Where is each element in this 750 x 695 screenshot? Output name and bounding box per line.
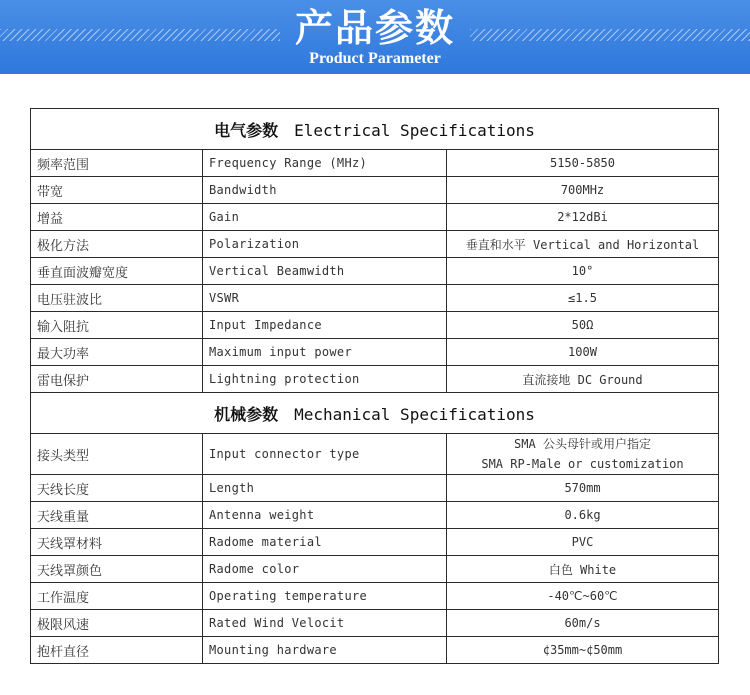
table-row bbox=[31, 610, 719, 637]
param-name-en: Antenna weight bbox=[203, 502, 447, 529]
param-value: 50Ω bbox=[447, 312, 719, 339]
param-name-en: Lightning protection bbox=[203, 366, 447, 393]
table-row bbox=[31, 150, 719, 177]
table-row bbox=[31, 177, 719, 204]
param-name-zh: 频率范围 bbox=[31, 150, 203, 177]
table-row bbox=[31, 583, 719, 610]
param-name-zh: 抱杆直径 bbox=[31, 637, 203, 664]
table-row bbox=[31, 312, 719, 339]
banner-title-en: Product Parameter bbox=[309, 50, 441, 67]
param-name-en: Frequency Range (MHz) bbox=[203, 150, 447, 177]
param-name-en: Operating temperature bbox=[203, 583, 447, 610]
param-value: 0.6kg bbox=[447, 502, 719, 529]
param-name-zh: 输入阻抗 bbox=[31, 312, 203, 339]
section-title-en: Mechanical Specifications bbox=[294, 404, 535, 424]
param-name-en: Vertical Beamwidth bbox=[203, 258, 447, 285]
param-name-zh: 垂直面波瓣宽度 bbox=[31, 258, 203, 285]
param-value: 700MHz bbox=[447, 177, 719, 204]
param-name-en: Input Impedance bbox=[203, 312, 447, 339]
param-name-zh: 天线罩材料 bbox=[31, 529, 203, 556]
param-name-zh: 天线重量 bbox=[31, 502, 203, 529]
section-title-zh: 机械参数 bbox=[214, 404, 279, 424]
param-value: 60m/s bbox=[447, 610, 719, 637]
section-mechanical bbox=[31, 393, 719, 434]
param-name-en: Mounting hardware bbox=[203, 637, 447, 664]
param-value bbox=[447, 434, 719, 475]
param-name-zh: 接头类型 bbox=[31, 434, 203, 475]
param-value-line: SMA RP-Male or customization bbox=[481, 457, 684, 471]
param-name-zh: 天线长度 bbox=[31, 475, 203, 502]
param-name-en: Polarization bbox=[203, 231, 447, 258]
param-value-line: SMA 公头母针或用户指定 bbox=[514, 437, 651, 451]
spec-table bbox=[30, 108, 719, 664]
param-name-en: Gain bbox=[203, 204, 447, 231]
section-title-en: Electrical Specifications bbox=[294, 120, 535, 140]
param-value: -40℃~60℃ bbox=[447, 583, 719, 610]
param-value: 100W bbox=[447, 339, 719, 366]
param-name-zh: 带宽 bbox=[31, 177, 203, 204]
param-value: 垂直和水平 Vertical and Horizontal bbox=[447, 231, 719, 258]
table-row bbox=[31, 434, 719, 475]
param-name-en: VSWR bbox=[203, 285, 447, 312]
table-row bbox=[31, 637, 719, 664]
section-electrical bbox=[31, 109, 719, 150]
param-value: 10° bbox=[447, 258, 719, 285]
param-name-zh: 极化方法 bbox=[31, 231, 203, 258]
param-value: 570mm bbox=[447, 475, 719, 502]
table-row bbox=[31, 231, 719, 258]
table-row bbox=[31, 285, 719, 312]
param-value: PVC bbox=[447, 529, 719, 556]
table-row bbox=[31, 339, 719, 366]
param-name-en: Input connector type bbox=[203, 434, 447, 475]
param-value: ¢35mm~¢50mm bbox=[447, 637, 719, 664]
table-row bbox=[31, 502, 719, 529]
param-name-zh: 雷电保护 bbox=[31, 366, 203, 393]
param-name-en: Radome color bbox=[203, 556, 447, 583]
param-name-en: Rated Wind Velocit bbox=[203, 610, 447, 637]
param-name-zh: 电压驻波比 bbox=[31, 285, 203, 312]
table-row bbox=[31, 556, 719, 583]
param-name-en: Length bbox=[203, 475, 447, 502]
param-name-en: Bandwidth bbox=[203, 177, 447, 204]
param-value: 5150-5850 bbox=[447, 150, 719, 177]
banner-title-zh: 产品参数 bbox=[294, 6, 455, 50]
param-name-zh: 增益 bbox=[31, 204, 203, 231]
param-value: 白色 White bbox=[447, 556, 719, 583]
param-value: 2*12dBi bbox=[447, 204, 719, 231]
param-name-zh: 天线罩颜色 bbox=[31, 556, 203, 583]
header-banner bbox=[0, 0, 750, 74]
table-row bbox=[31, 475, 719, 502]
table-row bbox=[31, 204, 719, 231]
section-title-zh: 电气参数 bbox=[214, 120, 279, 140]
param-name-zh: 极限风速 bbox=[31, 610, 203, 637]
param-name-en: Maximum input power bbox=[203, 339, 447, 366]
param-value: ≤1.5 bbox=[447, 285, 719, 312]
param-name-zh: 工作温度 bbox=[31, 583, 203, 610]
table-row bbox=[31, 258, 719, 285]
table-row bbox=[31, 529, 719, 556]
table-row bbox=[31, 366, 719, 393]
param-value: 直流接地 DC Ground bbox=[447, 366, 719, 393]
param-name-zh: 最大功率 bbox=[31, 339, 203, 366]
param-name-en: Radome material bbox=[203, 529, 447, 556]
